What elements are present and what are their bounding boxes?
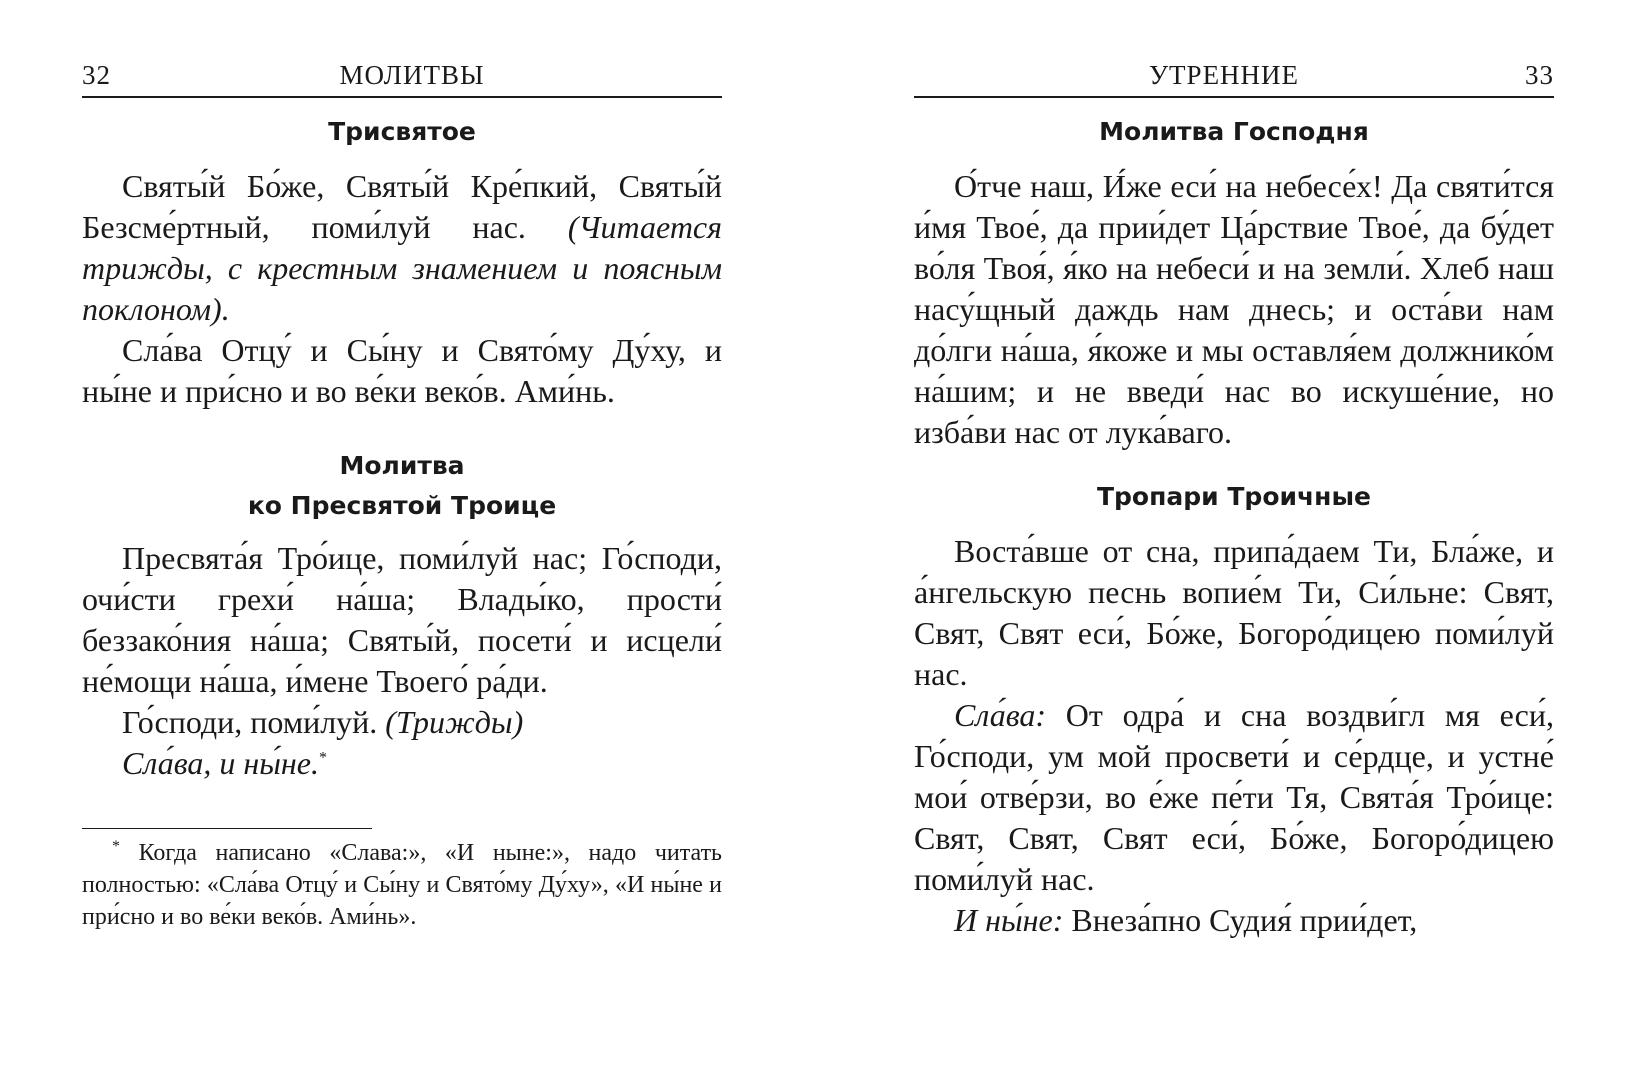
heading-line: Молитва xyxy=(339,451,465,480)
page-header xyxy=(914,58,1554,98)
page-header xyxy=(82,58,722,98)
footnote-text: Когда написано «Слава:», «И ныне:», надо читать полностью: «Сла́ва Отцу́ и Сы́ну и Свято́му Ду́ху», «И ны́не и при́сно и во ве́ки веко́в. Ами́нь». xyxy=(82,840,722,930)
lords-prayer-paragraph: О́тче наш, И́же еси́ на небесе́х! Да святи́тся и́мя Твое́, да прии́дет Ца́рствие Твое́, да бу́дет во́ля Твоя́, я́ко на небеси́ и на земли́. Хлеб наш насу́щный даждь нам днесь; и оста́ви нам до́лги на́ша, я́коже и мы оставля́ем должнико́м на́шим; и не введи́ нас во искуше́ние, но изба́ви нас от лука́ваго. xyxy=(914,168,1554,450)
rubric-text: (Читается трижды, с крестным знамением и поясным поклоном). xyxy=(82,209,722,327)
glory-now-paragraph xyxy=(82,743,722,784)
heading-line: ко Пресвятой Троице xyxy=(247,491,557,520)
rubric-text: Сла́ва: xyxy=(954,697,1047,733)
prayer-text: От одра́ и сна воздви́гл мя еси́, Го́споди, ум мой просвети́ и се́рдце, и устне́ мои́ отве́рзи, во е́же пе́ти Тя, Свята́я Тро́ице: Свят, Свят, Свят еси́, Бо́же, Богоро́дицею поми́луй нас. xyxy=(914,697,1554,897)
footnote-mark: * xyxy=(112,838,120,855)
troparion-glory-paragraph xyxy=(914,695,1554,900)
section-heading-lords-prayer: Молитва Господня xyxy=(1099,117,1369,146)
section-heading-troparia: Тропари Троичные xyxy=(1096,482,1372,511)
footnote xyxy=(82,837,722,933)
running-title: УТРЕННИЕ xyxy=(1148,60,1300,90)
running-title: МОЛИТВЫ xyxy=(339,60,485,90)
section-heading-trisagion: Трисвятое xyxy=(328,117,476,146)
prayer-text: Внеза́пно Судия́ прии́дет, xyxy=(1063,902,1418,938)
trinity-prayer-paragraph: Пресвята́я Тро́ице, поми́луй нас; Го́споди, очи́сти грехи́ на́ша; Влады́ко, прости́ беззако́ния на́ша; Святы́й, посети́ и исцели́ не́мощи на́ша, и́мене Твоего́ ра́ди. xyxy=(82,540,722,699)
page-content xyxy=(914,112,1554,941)
lord-have-mercy-paragraph xyxy=(82,702,722,743)
footnote-mark: * xyxy=(318,749,327,767)
prayer-text: Го́споди, поми́луй. xyxy=(122,704,386,740)
footnote-rule xyxy=(82,828,372,829)
section-heading-trinity-prayer xyxy=(82,446,722,526)
page-content xyxy=(82,112,722,933)
left-page xyxy=(82,0,722,1080)
rubric-text: (Трижды) xyxy=(385,704,524,740)
page-number: 33 xyxy=(1525,60,1554,90)
trisagion-paragraph xyxy=(82,166,722,330)
rubric-text: Сла́ва, и ны́не. xyxy=(122,745,319,781)
prayer-text: Святы́й Бо́же, Святы́й Кре́пкий, Святы́й Безсме́ртный, поми́луй нас. xyxy=(82,168,722,245)
rubric-text: И ны́не: xyxy=(954,902,1064,938)
page-number: 32 xyxy=(82,60,111,90)
glory-paragraph: Сла́ва Отцу́ и Сы́ну и Свято́му Ду́ху, и ны́не и при́сно и во ве́ки веко́в. Ами́нь. xyxy=(82,332,722,409)
right-page xyxy=(914,0,1554,1080)
troparion-paragraph: Воста́вше от сна, припа́даем Ти, Бла́же, и а́нгельскую песнь вопие́м Ти, Си́льне: Свят, Свят, Свят еси́, Бо́же, Богоро́дицею поми́луй нас. xyxy=(914,533,1554,692)
troparion-now-paragraph xyxy=(914,900,1554,941)
